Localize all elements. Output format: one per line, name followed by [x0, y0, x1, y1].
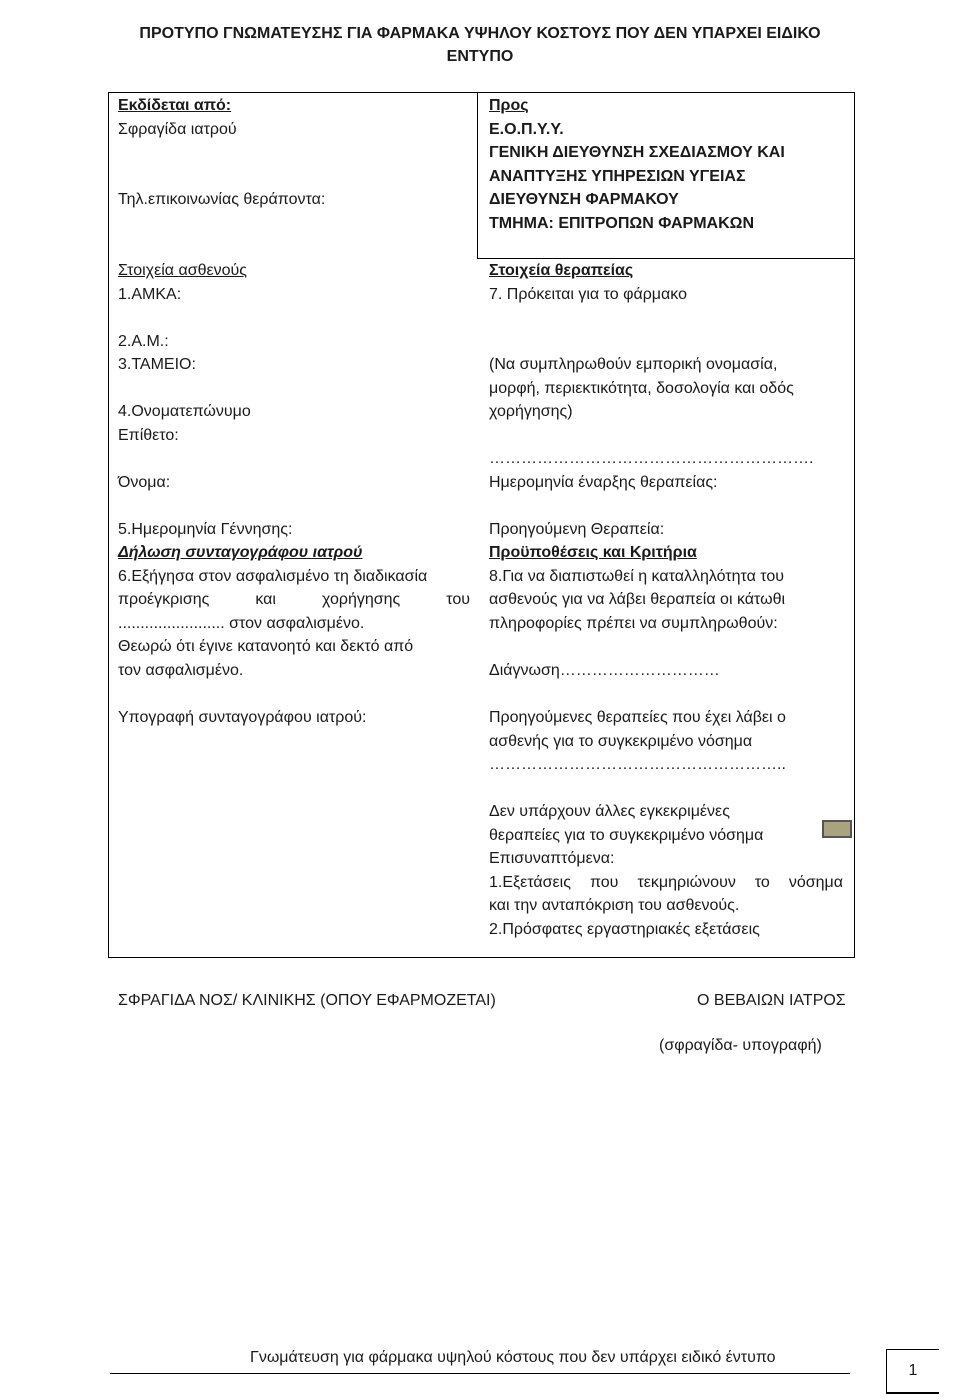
- recipient-dept-line-1: ΓΕΝΙΚΗ ΔΙΕΥΘΥΝΣΗ ΣΧΕΔΙΑΣΜΟΥ ΚΑΙ: [489, 144, 785, 161]
- surname-label: Επίθετο:: [118, 427, 179, 444]
- declaration-line-5: τον ασφαλισμένο.: [118, 662, 244, 679]
- birthdate-label: 5.Ημερομηνία Γέννησης:: [118, 521, 293, 538]
- stamp-signature-label: (σφραγίδα- υπογραφή): [659, 1037, 822, 1054]
- criteria-line-3: πληροφορίες πρέπει να συμπληρωθούν:: [489, 615, 778, 632]
- drug-fill-dots: …………………………………………………….: [489, 450, 814, 467]
- diagnosis-label: Διάγνωση…………………………: [489, 662, 720, 679]
- declaration-line-1: 6.Εξήγησα στον ασφαλισμένο τη διαδικασία: [118, 568, 428, 585]
- attachment-1-line-1: 1.Εξετάσεις που τεκμηριώνουν το νόσημα: [489, 874, 843, 891]
- attachment-2: 2.Πρόσφατες εργαστηριακές εξετάσεις: [489, 921, 760, 938]
- previous-treatments-line-1: Προηγούμενες θεραπείες που έχει λάβει ο: [489, 709, 786, 726]
- declaration-heading: Δήλωση συνταγογράφου ιατρού: [118, 544, 363, 561]
- footer-rule: [110, 1373, 850, 1374]
- recipient-dept-line-4: ΤΜΗΜΑ: ΕΠΙΤΡΟΠΩΝ ΦΑΡΜΑΚΩΝ: [489, 215, 755, 232]
- declaration-line-4: Θεωρώ ότι έγινε κατανοητό και δεκτό από: [118, 638, 414, 655]
- column-divider: [477, 92, 478, 259]
- therapy-heading: Στοιχεία θεραπείας: [489, 262, 634, 279]
- recipient-heading: Προς: [489, 97, 529, 114]
- fill-instructions-line-3: χορήγησης): [489, 403, 573, 420]
- fill-instructions-line-1: (Να συμπληρωθούν εμπορική ονομασία,: [489, 356, 778, 373]
- criteria-line-1: 8.Για να διαπιστωθεί η καταλληλότητα του: [489, 568, 785, 585]
- amka-label: 1.ΑΜΚΑ:: [118, 286, 182, 303]
- signature-label: Υπογραφή συνταγογράφου ιατρού:: [118, 709, 367, 726]
- start-date-label: Ημερομηνία έναρξης θεραπείας:: [489, 474, 718, 491]
- declaration-line-2: προέγκρισης και χορήγησης του: [118, 591, 470, 608]
- no-alternative-checkbox[interactable]: [822, 820, 852, 838]
- no-alternative-line-1: Δεν υπάρχουν άλλες εγκεκριμένες: [489, 803, 730, 820]
- recipient-dept-line-2: ΑΝΑΠΤΥΞΗΣ ΥΠΗΡΕΣΙΩΝ ΥΓΕΙΑΣ: [489, 168, 746, 185]
- drug-label: 7. Πρόκειται για το φάρμακο: [489, 286, 687, 303]
- page-number: 1: [886, 1349, 939, 1394]
- criteria-heading: Προϋποθέσεις και Κριτήρια: [489, 544, 697, 561]
- doctor-stamp-label: Σφραγίδα ιατρού: [118, 121, 237, 138]
- fill-instructions-line-2: μορφή, περιεκτικότητα, δοσολογία και οδός: [489, 380, 794, 397]
- attachments-label: Επισυναπτόμενα:: [489, 850, 615, 867]
- previous-therapy-label: Προηγούμενη Θεραπεία:: [489, 521, 665, 538]
- am-label: 2.Α.Μ.:: [118, 333, 169, 350]
- phone-label: Τηλ.επικοινωνίας θεράποντα:: [118, 191, 326, 208]
- patient-heading: Στοιχεία ασθενούς: [118, 262, 247, 279]
- previous-treatments-dots: ………………………………………………..: [489, 756, 786, 773]
- firstname-label: Όνομα:: [118, 474, 171, 491]
- issued-by-label: Εκδίδεται από:: [118, 97, 232, 114]
- certifying-doctor-label: Ο ΒΕΒΑΙΩΝ ΙΑΤΡΟΣ: [697, 992, 846, 1009]
- previous-treatments-line-2: ασθενής για το συγκεκριμένο νόσημα: [489, 733, 753, 750]
- attachment-1-line-2: και την ανταπόκριση του ασθενούς.: [489, 897, 740, 914]
- criteria-line-2: ασθενούς για να λάβει θεραπεία οι κάτωθι: [489, 591, 786, 608]
- clinic-stamp-label: ΣΦΡΑΓΙΔΑ ΝΟΣ/ ΚΛΙΝΙΚΗΣ (ΟΠΟΥ ΕΦΑΡΜΟΖΕΤΑΙ): [118, 992, 496, 1009]
- declaration-line-3: ........................ στον ασφαλισμένο.: [118, 615, 365, 632]
- page-title-line1: ΠΡΟΤΥΠΟ ΓΝΩΜΑΤΕΥΣΗΣ ΓΙΑ ΦΑΡΜΑΚΑ ΥΨΗΛΟΥ ΚΟΣΤΟΥΣ ΠΟΥ ΔΕΝ ΥΠΑΡΧΕΙ ΕΙΔΙΚΟ: [139, 25, 821, 42]
- page-title: [0, 22, 960, 68]
- no-alternative-line-2: θεραπείες για το συγκεκριμένο νόσημα: [489, 827, 764, 844]
- fullname-label: 4.Ονοματεπώνυμο: [118, 403, 251, 420]
- tameio-label: 3.ΤΑΜΕΙΟ:: [118, 356, 196, 373]
- recipient-eopyy: Ε.Ο.Π.Υ.Υ.: [489, 121, 564, 138]
- footer-text: Γνωμάτευση για φάρμακα υψηλού κόστους που δεν υπάρχει ειδικό έντυπο: [250, 1349, 776, 1366]
- page-title-line2: ΕΝΤΥΠΟ: [446, 48, 514, 65]
- recipient-dept-line-3: ΔΙΕΥΘΥΝΣΗ ΦΑΡΜΑΚΟΥ: [489, 191, 679, 208]
